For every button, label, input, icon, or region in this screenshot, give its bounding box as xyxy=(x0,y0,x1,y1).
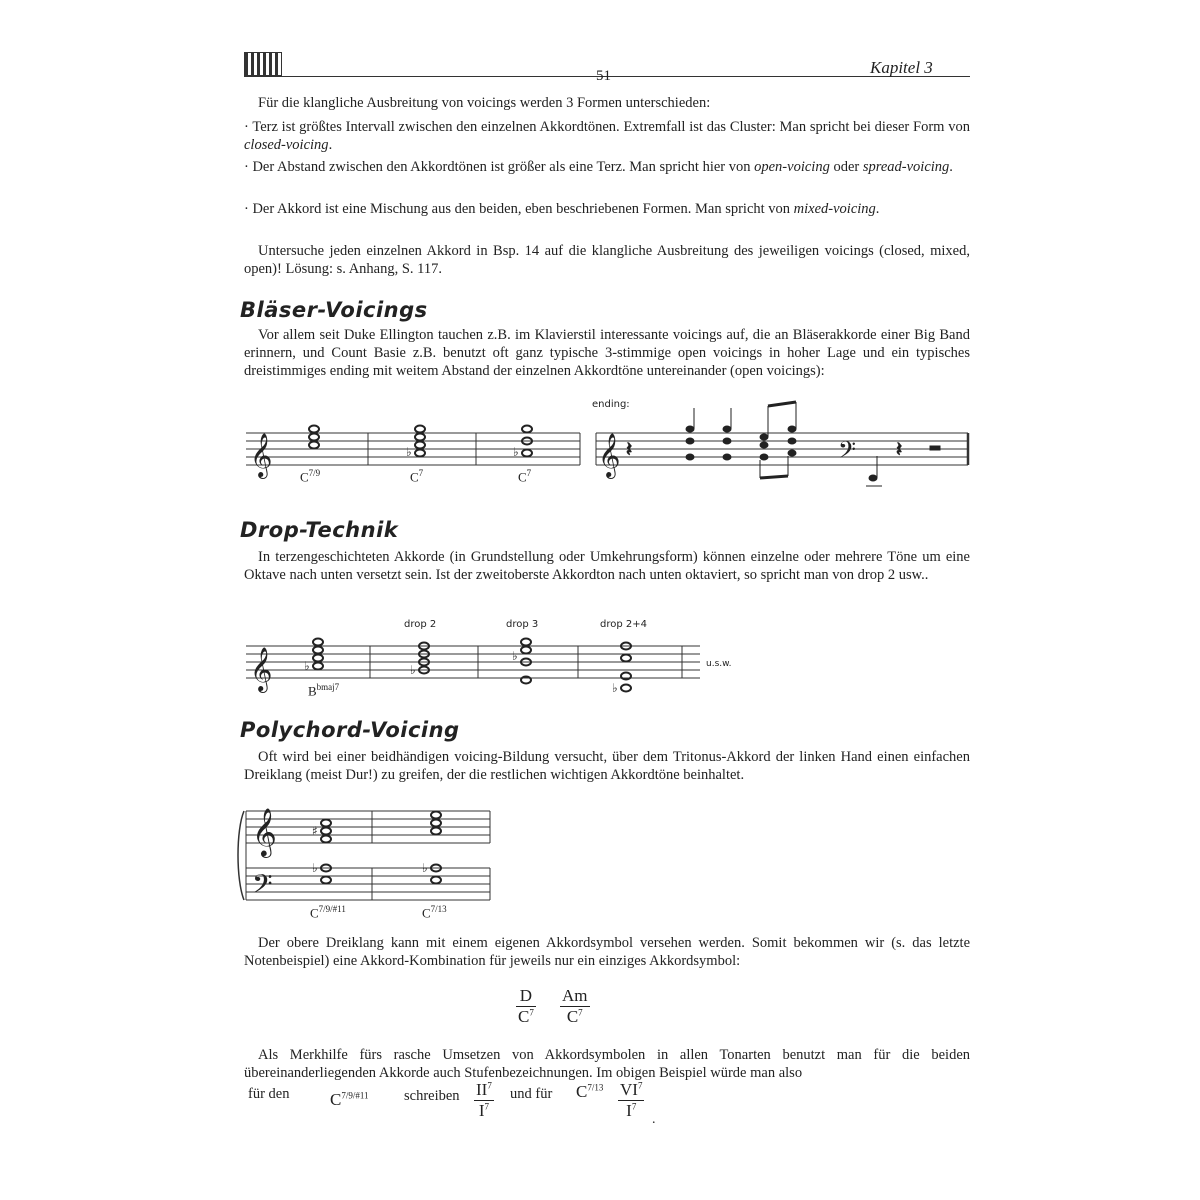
svg-text:𝄽: 𝄽 xyxy=(896,437,903,461)
heading-blaeser-voicings: Bläser-Voicings xyxy=(240,298,428,322)
ending-notes xyxy=(626,402,940,486)
flat-icon: ♭ xyxy=(512,649,518,663)
drop3-label: drop 3 xyxy=(506,619,539,630)
chord-symbol: $C^{7/9}$ xyxy=(300,468,321,485)
step-symbol-vi-over-i: $\frac{VI^7}{I^7}$ xyxy=(620,1080,643,1120)
flat-icon: ♭ xyxy=(422,861,428,875)
chord-symbol: $C^{7/13}$ xyxy=(422,904,447,921)
polychord-symbol-d-over-c7: $\frac{D}{C^7}$ xyxy=(518,986,534,1026)
chord-symbol: $B^{bmaj7}$ xyxy=(308,682,340,699)
drop24-label: drop 2+4 xyxy=(600,619,647,630)
intro-paragraph-3: · Der Abstand zwischen den Akkordtönen ist größer als eine Terz. Man spricht hier von open-voicing oder spread-voicing. xyxy=(244,159,953,175)
polychord-paragraph-2: Der obere Dreiklang kann mit einem eigenen Akkordsymbol versehen werden. Somit bekommen wir (s. das letzte Notenbeispiel) eine Akkord-Kombination für jeweils nur ein einziges Akkordsymbol: xyxy=(244,935,970,969)
polychord-symbol-am-over-c7: $\frac{Am}{C^7}$ xyxy=(562,986,588,1026)
ending-label: ending: xyxy=(592,399,630,410)
treble-clef-icon: 𝄞 xyxy=(252,807,277,856)
chord-symbol: $C^{7/9/\#11}$ xyxy=(330,1090,369,1109)
treble-clef-icon: 𝄞 xyxy=(250,647,273,691)
intro-paragraph-1: Für die klangliche Ausbreitung von voicings werden 3 Formen unterschieden: xyxy=(258,95,711,111)
schreiben-text: schreiben xyxy=(404,1088,460,1104)
intro-paragraph-5: Untersuche jeden einzelnen Akkord in Bsp. 14 auf die klangliche Ausbreitung des jeweiligen voicings (closed, mixed, open)! Lösung: s. Anhang, S. 117. xyxy=(244,243,970,277)
chord-symbol: $C^{7/13}$ xyxy=(576,1082,604,1101)
blaeser-paragraph: Vor allem seit Duke Ellington tauchen z.B. im Klavierstil interessante voicings auf, die an Bläserakkorde einer Big Band erinnern, und Count Basie z.B. benutzt oft ganz typische 3-stimmige open voicings in hoher Lage und ein typisches dreistimmiges ending mit weitem Abstand der einzelnen Akkordtöne untereinander (open voicings): xyxy=(244,327,970,379)
sharp-icon: ♯ xyxy=(312,824,318,838)
flat-icon: ♭ xyxy=(612,681,618,695)
svg-text:𝄽: 𝄽 xyxy=(626,437,633,461)
step-symbol-ii-over-i: $\frac{II^7}{I^7}$ xyxy=(476,1080,492,1120)
page-number: 51 xyxy=(596,68,611,84)
heading-polychord-voicing: Polychord-Voicing xyxy=(240,718,460,742)
chord-symbol: $C^7$ xyxy=(518,468,532,485)
drop2-label: drop 2 xyxy=(404,619,437,630)
polychord-paragraph-3: Als Merkhilfe fürs rasche Umsetzen von Akkordsymbolen in allen Tonarten benutzt man für die beiden übereinanderliegenden Akkorde auch Stufenbezeichnungen. Im obigen Beispiel würde man also xyxy=(244,1047,970,1081)
und-fuer-text: und für xyxy=(510,1086,553,1102)
polychord-paragraph: Oft wird bei einer beidhändigen voicing-Bildung versucht, über dem Tritonus-Akkord der linken Hand einen einfachen Dreiklang (meist Dur!) zu greifen, der die restlichen wichtigen Akkordtöne beinhaltet. xyxy=(244,749,970,783)
bass-clef-icon: 𝄢 xyxy=(252,868,273,906)
final-period: . xyxy=(652,1112,656,1127)
heading-drop-technik: Drop-Technik xyxy=(240,518,399,542)
flat-icon: ♭ xyxy=(304,659,310,673)
fuer-den-text: für den xyxy=(248,1086,290,1102)
treble-clef-icon: 𝄞 xyxy=(598,433,621,477)
usw-label: u.s.w. xyxy=(706,659,732,669)
chord-symbol: $C^7$ xyxy=(410,468,424,485)
flat-icon: ♭ xyxy=(410,663,416,677)
chapter-title: Kapitel 3 xyxy=(870,58,933,77)
treble-clef-icon: 𝄞 xyxy=(250,433,273,477)
intro-paragraph-4: · Der Akkord ist eine Mischung aus den beiden, eben beschriebenen Formen. Man spricht von mixed-voicing. xyxy=(244,201,880,217)
intro-paragraph-2: · Terz ist größtes Intervall zwischen den einzelnen Akkordtönen. Extremfall ist das Cluster: Man spricht bei dieser Form von closed-voicing. xyxy=(244,119,970,153)
staff-ending xyxy=(596,433,968,465)
bass-clef-icon: 𝄢 xyxy=(838,436,857,469)
chord-symbol: $C^{7/9/\#11}$ xyxy=(310,904,346,921)
flat-icon: ♭ xyxy=(406,445,412,459)
flat-icon: ♭ xyxy=(513,445,519,459)
flat-icon: ♭ xyxy=(312,861,318,875)
drop-paragraph: In terzengeschichteten Akkorde (in Grundstellung oder Umkehrungsform) können einzelne oder mehrere Töne um eine Oktave nach unten versetzt sein. Ist der zweitoberste Akkordton nach unten oktaviert, so spricht man von drop 2 usw.. xyxy=(244,549,970,583)
